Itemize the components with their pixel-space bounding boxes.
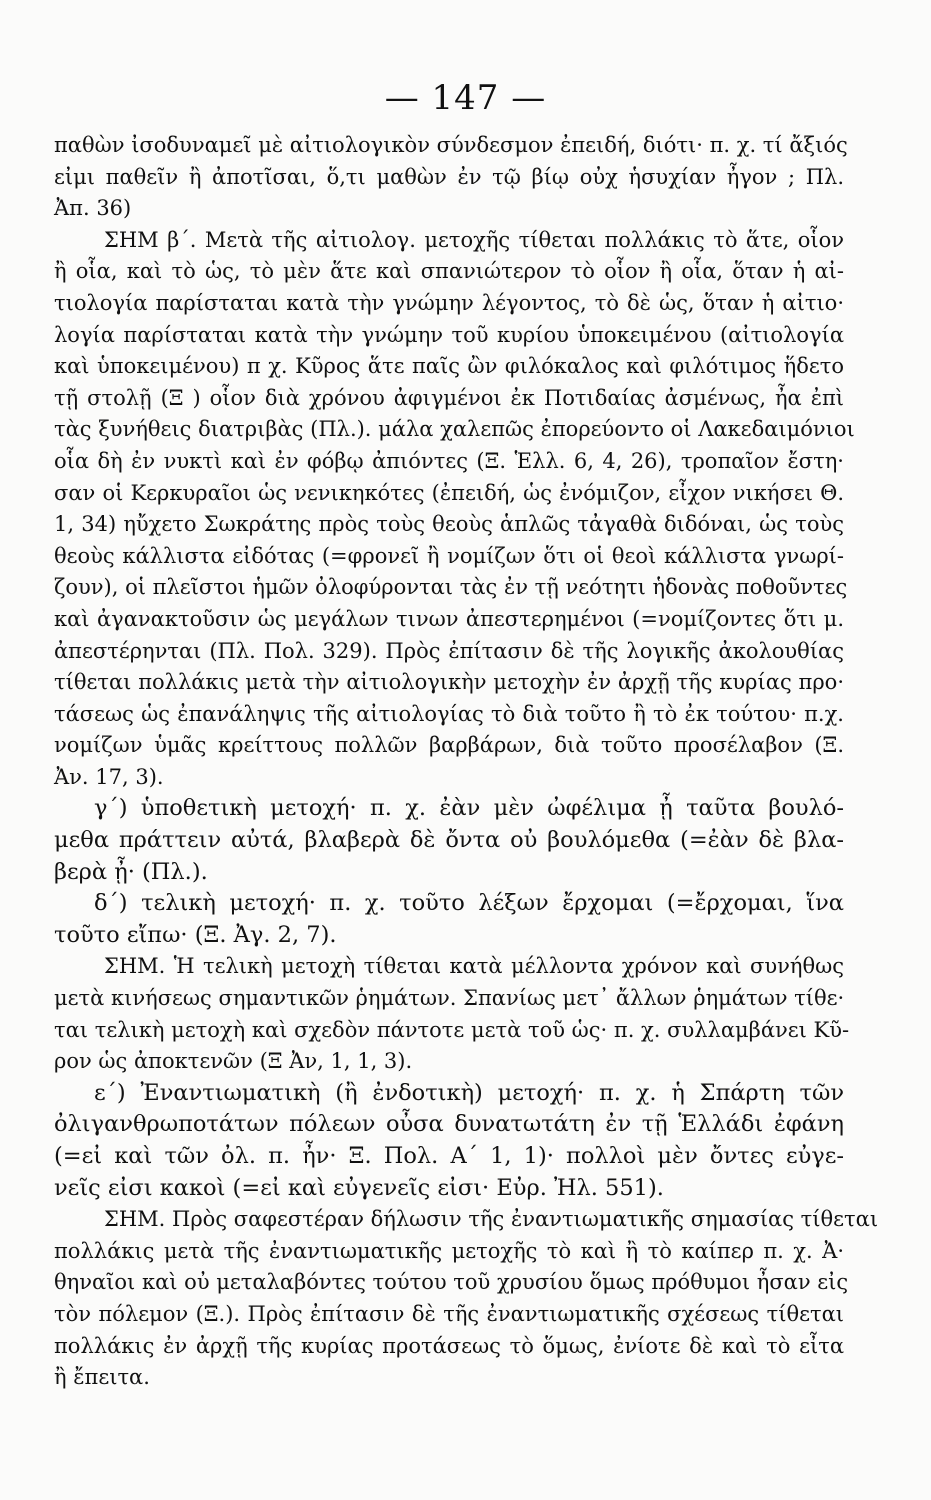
text-line: τίθεται πολλάκις μετὰ τὴν αἰτιολογικὴν μετοχὴν ἐν ἀρχῇ τῆς κυρίας προ·	[54, 670, 844, 695]
text-line: θηναῖοι καὶ οὐ μεταλαβόντες τούτου τοῦ χρυσίου ὅμως πρόθυμοι ἦσαν εἰς	[54, 1270, 849, 1295]
text-line: λογία παρίσταται κατὰ τὴν γνώμην τοῦ κυρίου ὑποκειμένου (αἰτιολογία	[54, 322, 844, 347]
text-line: ἢ ἔπειτα.	[54, 1365, 150, 1390]
text-line: ρον ὡς ἀποκτενῶν (Ξ Ἀν, 1, 1, 3).	[54, 1049, 413, 1074]
text-line: καὶ ὑποκειμένου) π χ. Κῦρος ἅτε παῖς ὢν φιλόκαλος καὶ φιλότιμος ἥδετο	[54, 354, 844, 379]
text-line: τὰς ξυνήθεις διατριβὰς (Πλ.). μάλα χαλεπῶς ἐπορεύοντο οἱ Λακεδαιμόνιοι	[54, 417, 855, 442]
text-line: τιολογία παρίσταται κατὰ τὴν γνώμην λέγοντος, τὸ δὲ ὡς, ὅταν ἡ αἰτιο·	[54, 290, 844, 315]
text-line: μετὰ κινήσεως σημαντικῶν ῥημάτων. Σπανίως μετ᾽ ἄλλων ῥημάτων τίθε·	[54, 986, 845, 1011]
text-line: Ἀπ. 36)	[54, 196, 132, 221]
text-line: καὶ ἀγανακτοῦσιν ὡς μεγάλων τινων ἀπεστερημένοι (=νομίζοντες ὅτι μ.	[54, 606, 844, 631]
text-line: μεθα πράττειν αὐτά, βλαβερὰ δὲ ὄντα οὐ βουλόμεθα (=ἐὰν δὲ βλα-	[54, 827, 844, 854]
text-line: ἀπεστέρηνται (Πλ. Πολ. 329). Πρὸς ἐπίτασιν δὲ τῆς λογικῆς ἀκολουθίας	[54, 638, 844, 663]
text-line: ζουν), οἱ πλεῖστοι ἡμῶν ὀλοφύρονται τὰς ἐν τῇ νεότητι ἡδονὰς ποθοῦντες	[54, 575, 848, 600]
text-line: τοῦτο εἴπω· (Ξ. Ἀγ. 2, 7).	[54, 921, 337, 948]
text-line: ΣΗΜ. Ἡ τελικὴ μετοχὴ τίθεται κατὰ μέλλοντα χρόνον καὶ συνήθως	[104, 954, 844, 979]
text-line: ε΄) Ἐναντιωματικὴ (ἢ ἐνδοτικὴ) μετοχή· π. χ. ἡ Σπάρτη τῶν	[94, 1079, 844, 1106]
text-line: οἷα δὴ ἐν νυκτὶ καὶ ἐν φόβῳ ἀπιόντες (Ξ. Ἑλλ. 6, 4, 26), τροπαῖον ἔστη·	[54, 448, 844, 473]
text-line: γ΄) ὑποθετικὴ μετοχή· π. χ. ἐὰν μὲν ὠφέλιμα ᾖ ταῦτα βουλό-	[94, 795, 844, 822]
text-line: ται τελικὴ μετοχὴ καὶ σχεδὸν πάντοτε μετὰ τοῦ ὡς· π. χ. συλλαμβάνει Κῦ-	[54, 1017, 850, 1042]
text-line: πολλάκις ἐν ἀρχῇ τῆς κυρίας προτάσεως τὸ ὅμως, ἐνίοτε δὲ καὶ τὸ εἶτα	[54, 1333, 844, 1358]
text-line: Ἀν. 17, 3).	[54, 764, 164, 789]
text-line: σαν οἱ Κερκυραῖοι ὡς νενικηκότες (ἐπειδή, ὡς ἐνόμιζον, εἶχον νικήσει Θ.	[54, 480, 844, 505]
text-line: ΣΗΜ β΄. Μετὰ τῆς αἰτιολογ. μετοχῆς τίθεται πολλάκις τὸ ἅτε, οἷον	[104, 227, 844, 252]
text-line: νομίζων ὑμᾶς κρείττους πολλῶν βαρβάρων, διὰ τοῦτο προσέλαβον (Ξ.	[54, 733, 844, 758]
text-line: παθὼν ἰσοδυναμεῖ μὲ αἰτιολογικὸν σύνδεσμον ἐπειδή, διότι· π. χ. τί ἄξιός	[54, 133, 848, 157]
text-line: τὸν πόλεμον (Ξ.). Πρὸς ἐπίτασιν δὲ τῆς ἐναντιωματικῆς σχέσεως τίθεται	[54, 1301, 844, 1326]
text-line: ΣΗΜ. Πρὸς σαφεστέραν δήλωσιν τῆς ἐναντιωματικῆς σημασίας τίθεται	[104, 1207, 879, 1232]
text-line: τάσεως ὡς ἐπανάληψις τῆς αἰτιολογίας τὸ διὰ τοῦτο ἢ τὸ ἐκ τούτου· π.χ.	[54, 701, 844, 726]
body-text	[54, 130, 879, 1394]
text-line: ἢ οἷα, καὶ τὸ ὡς, τὸ μὲν ἅτε καὶ σπανιώτερον τὸ οἷον ἢ οἷα, ὅταν ἡ αἰ-	[54, 259, 844, 284]
text-line: πολλάκις μετὰ τῆς ἐναντιωματικῆς μετοχῆς τὸ καὶ ἢ τὸ καίπερ π. χ. Ἀ·	[54, 1238, 844, 1263]
text-line: εἰμι παθεῖν ἢ ἀποτῖσαι, ὅ,τι μαθὼν ἐν τῷ βίῳ οὐχ ἡσυχίαν ἦγον ; Πλ.	[54, 164, 844, 189]
text-line: ὀλιγανθρωποτάτων πόλεων οὖσα δυνατωτάτη ἐν τῇ Ἑλλάδι ἐφάνη	[54, 1111, 844, 1138]
page-number: — 147 —	[384, 78, 547, 118]
text-line: 1, 34) ηὔχετο Σωκράτης πρὸς τοὺς θεοὺς ἁπλῶς τἀγαθὰ διδόναι, ὡς τοὺς	[54, 512, 844, 537]
text-line: θεοὺς κάλλιστα εἰδότας (=φρονεῖ ἢ νομίζων ὅτι οἱ θεοὶ κάλλιστα γνωρί-	[54, 543, 844, 568]
text-line: τῇ στολῇ (Ξ ) οἷον διὰ χρόνου ἀφιγμένοι ἐκ Ποτιδαίας ἀσμένως, ἦα ἐπὶ	[54, 385, 844, 410]
text-line: (=εἰ καὶ τῶν ὀλ. π. ἦν· Ξ. Πολ. Α΄ 1, 1)· πολλοὶ μὲν ὄντες εὐγε-	[54, 1143, 844, 1169]
text-line: νεῖς εἰσι κακοὶ (=εἰ καὶ εὐγενεῖς εἰσι· Εὐρ. Ἠλ. 551).	[54, 1174, 664, 1201]
text-line: βερὰ ᾖ· (Πλ.).	[54, 858, 208, 885]
text-line: δ΄) τελικὴ μετοχή· π. χ. τοῦτο λέξων ἔρχομαι (=ἔρχομαι, ἵνα	[94, 890, 844, 917]
